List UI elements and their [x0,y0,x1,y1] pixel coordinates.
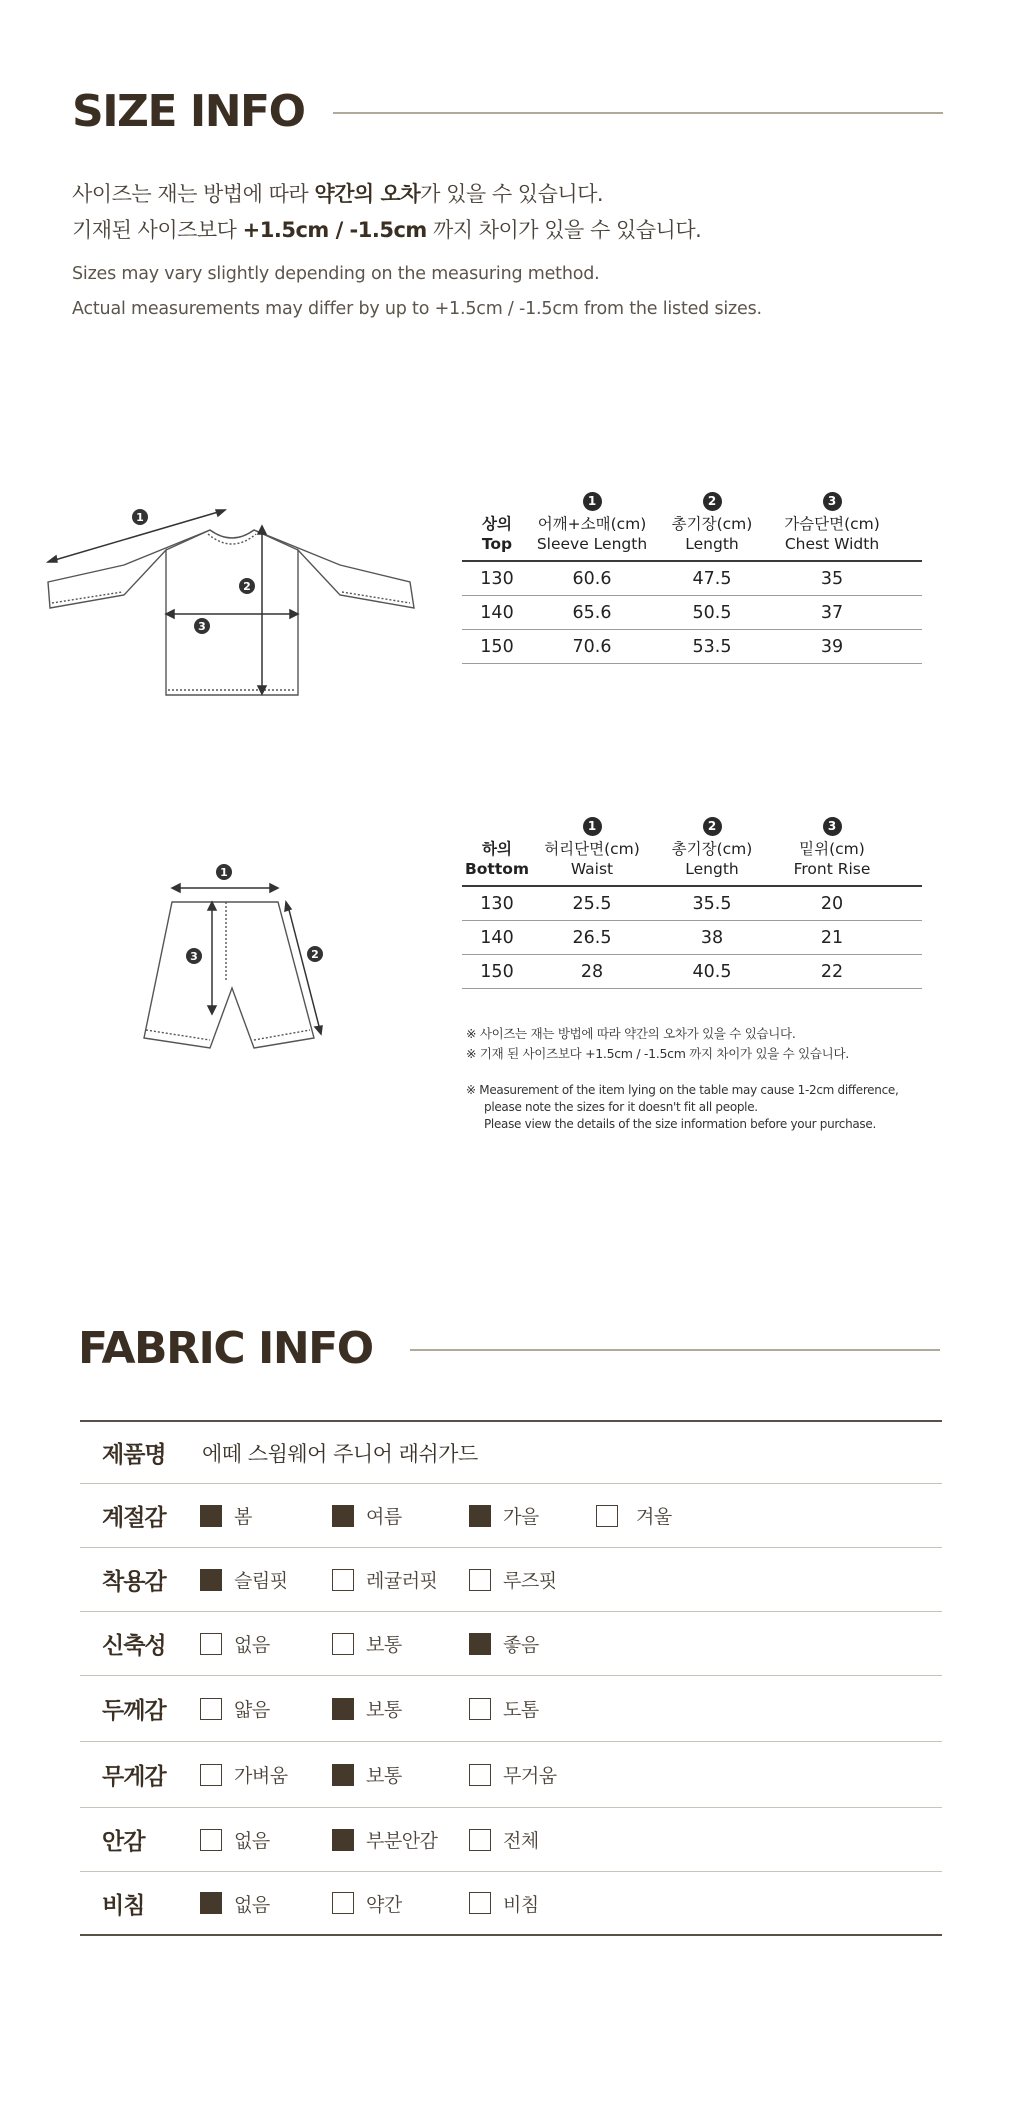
bottom-col-number-1: 1 [583,817,602,836]
bottom-size-table [462,815,922,989]
checkbox-checked [200,1569,222,1591]
fabric-label: 비침 [102,1892,145,1919]
checkbox-unchecked [332,1633,354,1655]
size-notice-en-1: Sizes may vary slightly depending on the measuring method. [72,264,600,284]
bottom-header-rise: 밑위(cm) Front Rise [793,840,871,878]
size-note-en-3: Please view the details of the size information before your purchase. [484,1117,876,1131]
checkbox-unchecked [469,1892,491,1914]
checkbox-unchecked [332,1892,354,1914]
checkbox-checked [469,1505,491,1527]
top-col-number-3: 3 [823,492,842,511]
bottom-diagram-label-2: 2 [311,948,319,961]
size-note-ko-1: ※ 사이즈는 재는 방법에 따라 약간의 오차가 있을 수 있습니다. [466,1026,796,1041]
checkbox-unchecked [469,1829,491,1851]
fabric-row-season: 계절감 봄 여름 가을 겨울 [80,1484,942,1548]
checkbox-checked [200,1892,222,1914]
fabric-row-thickness: 두께감 얇음 보통 도톰 [80,1676,942,1742]
size-note-ko-2: ※ 기재 된 사이즈보다 +1.5cm / -1.5cm 까지 차이가 있을 수 있습니다. [466,1046,849,1061]
top-size-table [462,490,922,664]
top-header-sleeve: 어깨+소매(cm) Sleeve Length [536,515,648,553]
checkbox-unchecked [332,1569,354,1591]
fabric-row-product [80,1422,942,1484]
checkbox-checked [332,1505,354,1527]
top-header-length: 총기장(cm) Length [671,515,753,553]
fabric-label: 계절감 [102,1505,166,1531]
bottom-diagram-label-1: 1 [220,866,228,879]
bottom-garment-diagram [130,850,340,1070]
fabric-label: 신축성 [102,1633,166,1659]
fabric-info-divider [410,1349,940,1351]
checkbox-checked [200,1505,222,1527]
checkbox-unchecked [469,1698,491,1720]
size-notice-en-2: Actual measurements may differ by up to +1.5cm / -1.5cm from the listed sizes. [72,299,762,319]
size-notice-ko-1: 사이즈는 재는 방법에 따라 약간의 오차가 있을 수 있습니다. [72,182,604,206]
fabric-row-stretch: 신축성 없음 보통 좋음 [80,1612,942,1676]
bottom-col-number-2: 2 [703,817,722,836]
table-row: 150 70.6 53.5 39 [462,630,922,664]
fabric-label: 무게감 [102,1764,166,1790]
bottom-table-label: 하의 Bottom [464,840,530,878]
checkbox-unchecked [469,1764,491,1786]
checkbox-unchecked [200,1633,222,1655]
top-garment-diagram [40,500,430,710]
top-header-chest: 가슴단면(cm) Chest Width [784,515,880,553]
checkbox-unchecked [596,1505,618,1527]
top-col-number-2: 2 [703,492,722,511]
checkbox-checked [332,1829,354,1851]
top-diagram-label-1: 1 [136,511,144,524]
size-info-title: SIZE INFO [72,86,305,137]
checkbox-unchecked [200,1829,222,1851]
checkbox-unchecked [200,1764,222,1786]
checkbox-checked [332,1698,354,1720]
table-row: 130 25.5 35.5 20 [462,887,922,921]
bottom-header-waist: 허리단면(cm) Waist [544,840,640,878]
table-row: 140 65.6 50.5 37 [462,596,922,630]
fabric-row-fit: 착용감 슬림핏 레귤러핏 루즈핏 [80,1548,942,1612]
top-diagram-label-2: 2 [243,580,251,593]
fabric-row-weight: 무게감 가벼움 보통 무거움 [80,1742,942,1808]
fabric-label: 착용감 [102,1569,166,1595]
bottom-col-number-3: 3 [823,817,842,836]
fabric-label: 두께감 [102,1698,166,1724]
table-row: 130 60.6 47.5 35 [462,562,922,596]
bottom-header-length: 총기장(cm) Length [671,840,753,878]
fabric-label: 제품명 [102,1442,166,1468]
fabric-row-sheerness: 비침 없음 약간 비침 [80,1872,942,1936]
top-col-number-1: 1 [583,492,602,511]
fabric-label: 안감 [102,1829,145,1855]
bottom-diagram-label-3: 3 [190,950,198,963]
fabric-info-title: FABRIC INFO [78,1323,373,1374]
size-notice-ko-2: 기재된 사이즈보다 +1.5cm / -1.5cm 까지 차이가 있을 수 있습니다. [72,218,702,242]
product-name: 에떼 스윔웨어 주니어 래쉬가드 [202,1441,478,1466]
checkbox-checked [332,1764,354,1786]
table-row: 150 28 40.5 22 [462,955,922,989]
checkbox-checked [469,1633,491,1655]
top-table-label: 상의 Top [481,515,513,553]
size-note-en-2: please note the sizes for it doesn't fit all people. [484,1100,758,1114]
table-row: 140 26.5 38 21 [462,921,922,955]
top-diagram-label-3: 3 [198,620,206,633]
checkbox-unchecked [469,1569,491,1591]
size-note-en-1: ※ Measurement of the item lying on the table may cause 1-2cm difference, [466,1083,899,1097]
checkbox-unchecked [200,1698,222,1720]
fabric-row-lining: 안감 없음 부분안감 전체 [80,1808,942,1872]
size-info-divider [333,112,943,114]
